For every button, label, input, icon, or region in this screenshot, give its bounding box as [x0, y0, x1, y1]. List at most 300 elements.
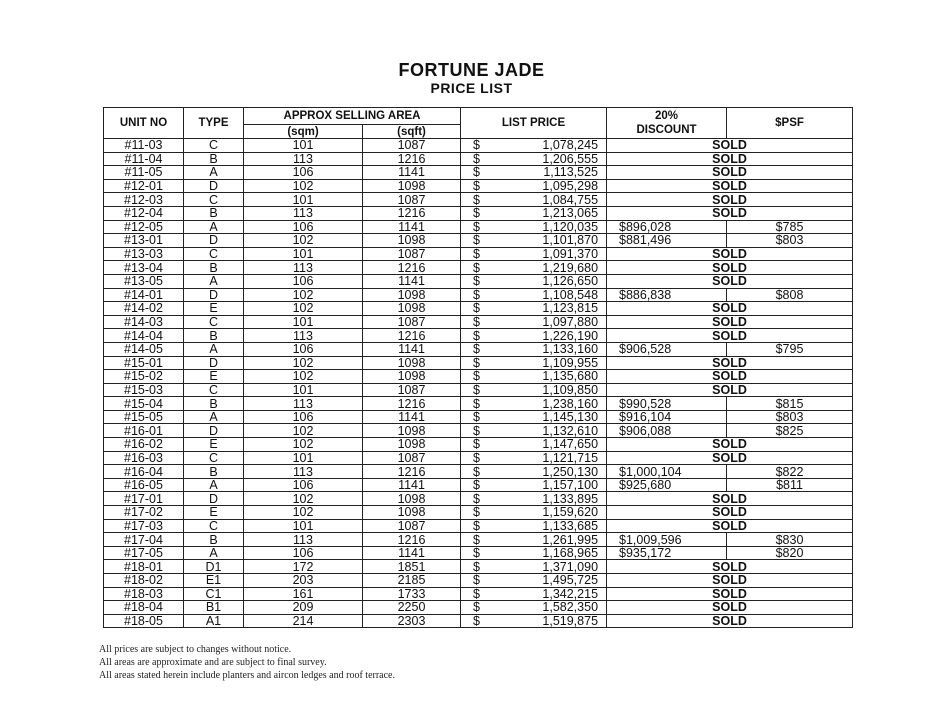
price-amount: 1,101,870: [542, 233, 599, 248]
table-row: [104, 587, 853, 601]
type-cell: C: [184, 247, 244, 261]
table-row: [104, 492, 853, 506]
table-row: [104, 261, 853, 275]
type-cell: D: [184, 234, 244, 248]
sold-status: SOLD: [607, 451, 853, 465]
table-row: [104, 274, 853, 288]
list-price-cell: [461, 560, 607, 574]
price-amount: 1,519,875: [542, 614, 599, 628]
type-cell: A: [184, 274, 244, 288]
psf-cell: $803: [727, 410, 853, 424]
unit-no-cell: #15-05: [104, 410, 184, 424]
sqft-cell: 1216: [363, 465, 461, 479]
sqft-cell: 1141: [363, 166, 461, 180]
unit-no-cell: #18-02: [104, 574, 184, 588]
unit-no-cell: #11-03: [104, 139, 184, 153]
price-amount: 1,145,130: [542, 410, 599, 424]
currency-symbol: $: [473, 451, 480, 465]
price-amount: 1,168,965: [542, 546, 599, 560]
list-price-cell: [461, 397, 607, 411]
price-amount: 1,121,715: [542, 451, 599, 465]
table-row: [104, 329, 853, 343]
table-row: [104, 383, 853, 397]
sqft-cell: 1098: [363, 492, 461, 506]
table-row: [104, 342, 853, 356]
sqm-cell: 102: [244, 288, 363, 302]
price-amount: 1,226,190: [542, 328, 599, 343]
sqm-cell: 102: [244, 302, 363, 316]
type-cell: B: [184, 329, 244, 343]
sqm-cell: 161: [244, 587, 363, 601]
list-price-cell: [461, 519, 607, 533]
unit-no-cell: #11-04: [104, 152, 184, 166]
sqm-cell: 113: [244, 465, 363, 479]
sqm-cell: 209: [244, 601, 363, 615]
sqm-cell: 106: [244, 274, 363, 288]
sqm-cell: 102: [244, 179, 363, 193]
table-row: [104, 410, 853, 424]
type-cell: A: [184, 342, 244, 356]
list-price-cell: [461, 465, 607, 479]
list-price-cell: [461, 546, 607, 560]
price-amount: 1,495,725: [542, 573, 599, 588]
discount-price-cell: $896,028: [607, 220, 727, 234]
currency-symbol: $: [473, 573, 480, 588]
unit-no-cell: #13-03: [104, 247, 184, 261]
discount-price-cell: $935,172: [607, 546, 727, 560]
price-amount: 1,371,090: [542, 559, 599, 574]
header-unit-no: UNIT NO: [104, 108, 184, 139]
type-cell: E: [184, 506, 244, 520]
sqft-cell: 1087: [363, 383, 461, 397]
sqft-cell: 1098: [363, 356, 461, 370]
list-price-cell: [461, 179, 607, 193]
sqm-cell: 113: [244, 261, 363, 275]
price-amount: 1,109,955: [542, 356, 599, 370]
sqm-cell: 101: [244, 383, 363, 397]
sold-status: SOLD: [607, 356, 853, 370]
type-cell: A: [184, 410, 244, 424]
table-row: [104, 506, 853, 520]
price-amount: 1,095,298: [542, 179, 599, 193]
price-amount: 1,084,755: [542, 192, 599, 207]
currency-symbol: $: [473, 478, 480, 492]
list-price-cell: [461, 370, 607, 384]
table-row: [104, 546, 853, 560]
psf-cell: $815: [727, 397, 853, 411]
header-psf: $PSF: [727, 108, 853, 139]
list-price-cell: [461, 152, 607, 166]
sold-status: SOLD: [607, 152, 853, 166]
list-price-cell: [461, 533, 607, 547]
type-cell: B: [184, 533, 244, 547]
psf-cell: $795: [727, 342, 853, 356]
sold-status: SOLD: [607, 274, 853, 288]
list-price-cell: [461, 329, 607, 343]
sold-status: SOLD: [607, 179, 853, 193]
price-amount: 1,108,548: [542, 288, 599, 302]
sold-status: SOLD: [607, 261, 853, 275]
type-cell: B: [184, 465, 244, 479]
sqm-cell: 113: [244, 206, 363, 220]
table-row: [104, 288, 853, 302]
sold-status: SOLD: [607, 587, 853, 601]
type-cell: D: [184, 356, 244, 370]
unit-no-cell: #16-05: [104, 478, 184, 492]
sqm-cell: 102: [244, 234, 363, 248]
type-cell: D: [184, 424, 244, 438]
list-price-cell: [461, 220, 607, 234]
sqm-cell: 101: [244, 519, 363, 533]
sqft-cell: 1733: [363, 587, 461, 601]
sqft-cell: 2185: [363, 574, 461, 588]
footnote: All areas stated herein include planters and aircon ledges and roof terrace.: [99, 670, 395, 681]
type-cell: A: [184, 546, 244, 560]
sqm-cell: 101: [244, 139, 363, 153]
table-row: [104, 166, 853, 180]
currency-symbol: $: [473, 546, 480, 560]
table-row: [104, 152, 853, 166]
table-row: [104, 302, 853, 316]
unit-no-cell: #13-04: [104, 261, 184, 275]
unit-no-cell: #14-02: [104, 302, 184, 316]
currency-symbol: $: [473, 288, 480, 302]
sqm-cell: 113: [244, 329, 363, 343]
currency-symbol: $: [473, 315, 480, 329]
sqft-cell: 1851: [363, 560, 461, 574]
price-amount: 1,219,680: [542, 260, 599, 275]
sqft-cell: 1141: [363, 478, 461, 492]
page-subtitle: PRICE LIST: [430, 80, 513, 96]
sqm-cell: 172: [244, 560, 363, 574]
currency-symbol: $: [473, 179, 480, 193]
unit-no-cell: #17-04: [104, 533, 184, 547]
sqft-cell: 1216: [363, 533, 461, 547]
currency-symbol: $: [473, 614, 480, 628]
table-row: [104, 247, 853, 261]
list-price-cell: [461, 614, 607, 628]
price-amount: 1,206,555: [542, 152, 599, 166]
price-amount: 1,133,160: [542, 342, 599, 356]
table-row: [104, 614, 853, 628]
type-cell: E: [184, 370, 244, 384]
psf-cell: $808: [727, 288, 853, 302]
currency-symbol: $: [473, 220, 480, 234]
price-list-table: [103, 107, 853, 628]
price-amount: 1,133,895: [542, 491, 599, 506]
footnote: All areas are approximate and are subject to final survey.: [99, 657, 327, 668]
currency-symbol: $: [473, 247, 480, 261]
price-amount: 1,120,035: [542, 220, 599, 234]
sqft-cell: 1216: [363, 261, 461, 275]
table-row: [104, 574, 853, 588]
list-price-cell: [461, 438, 607, 452]
unit-no-cell: #15-02: [104, 370, 184, 384]
table-row: [104, 370, 853, 384]
table-row: [104, 519, 853, 533]
currency-symbol: $: [473, 600, 480, 615]
currency-symbol: $: [473, 152, 480, 166]
type-cell: C: [184, 451, 244, 465]
price-amount: 1,113,525: [543, 165, 599, 180]
currency-symbol: $: [473, 587, 480, 601]
table-row: [104, 179, 853, 193]
table-row: [104, 560, 853, 574]
price-amount: 1,147,650: [542, 437, 599, 452]
currency-symbol: $: [473, 437, 480, 452]
sqft-cell: 1216: [363, 206, 461, 220]
table-row: [104, 234, 853, 248]
list-price-cell: [461, 601, 607, 615]
currency-symbol: $: [473, 206, 480, 221]
table-row: [104, 397, 853, 411]
sqft-cell: 1098: [363, 438, 461, 452]
psf-cell: $785: [727, 220, 853, 234]
sqm-cell: 106: [244, 410, 363, 424]
list-price-cell: [461, 302, 607, 316]
table-row: [104, 139, 853, 153]
table-body: [104, 139, 853, 628]
header-sqft: (sqft): [363, 125, 461, 139]
currency-symbol: $: [473, 260, 480, 275]
currency-symbol: $: [473, 328, 480, 343]
unit-no-cell: #13-01: [104, 234, 184, 248]
table-row: [104, 601, 853, 615]
unit-no-cell: #16-04: [104, 465, 184, 479]
sold-status: SOLD: [607, 193, 853, 207]
unit-no-cell: #18-05: [104, 614, 184, 628]
type-cell: D: [184, 288, 244, 302]
discount-price-cell: $906,088: [607, 424, 727, 438]
list-price-cell: [461, 274, 607, 288]
list-price-cell: [461, 356, 607, 370]
price-amount: 1,078,245: [542, 138, 599, 153]
price-amount: 1,097,880: [542, 315, 599, 329]
header-type: TYPE: [184, 108, 244, 139]
currency-symbol: $: [473, 559, 480, 574]
sold-status: SOLD: [607, 139, 853, 153]
list-price-cell: [461, 342, 607, 356]
sqm-cell: 102: [244, 356, 363, 370]
type-cell: E: [184, 302, 244, 316]
unit-no-cell: #15-01: [104, 356, 184, 370]
table-header: [104, 108, 853, 139]
price-amount: 1,133,685: [542, 519, 599, 533]
discount-price-cell: $886,838: [607, 288, 727, 302]
list-price-cell: [461, 587, 607, 601]
psf-cell: $830: [727, 533, 853, 547]
type-cell: B: [184, 206, 244, 220]
psf-cell: $822: [727, 465, 853, 479]
price-amount: 1,132,610: [542, 423, 599, 438]
discount-price-cell: $916,104: [607, 410, 727, 424]
sqm-cell: 203: [244, 574, 363, 588]
type-cell: C1: [184, 587, 244, 601]
list-price-cell: [461, 574, 607, 588]
currency-symbol: $: [473, 491, 480, 506]
discount-price-cell: $1,009,596: [607, 533, 727, 547]
list-price-cell: [461, 315, 607, 329]
price-amount: 1,109,850: [542, 383, 599, 397]
list-price-cell: [461, 492, 607, 506]
footnote: All prices are subject to changes without notice.: [99, 644, 292, 655]
price-amount: 1,261,995: [542, 532, 599, 547]
unit-no-cell: #17-03: [104, 519, 184, 533]
discount-price-cell: $925,680: [607, 478, 727, 492]
header-sqm: (sqm): [244, 125, 363, 139]
unit-no-cell: #16-01: [104, 424, 184, 438]
list-price-cell: [461, 506, 607, 520]
price-amount: 1,126,650: [542, 274, 599, 289]
sqm-cell: 101: [244, 451, 363, 465]
type-cell: C: [184, 139, 244, 153]
sqft-cell: 1216: [363, 152, 461, 166]
type-cell: B: [184, 152, 244, 166]
list-price-cell: [461, 193, 607, 207]
table-row: [104, 356, 853, 370]
type-cell: A: [184, 220, 244, 234]
header-discount-label: DISCOUNT: [636, 124, 697, 136]
unit-no-cell: #17-01: [104, 492, 184, 506]
price-amount: 1,091,370: [542, 247, 599, 261]
sold-status: SOLD: [607, 492, 853, 506]
sqm-cell: 106: [244, 478, 363, 492]
currency-symbol: $: [473, 505, 480, 520]
sqft-cell: 1098: [363, 179, 461, 193]
price-amount: 1,250,130: [542, 464, 599, 479]
list-price-cell: [461, 206, 607, 220]
table-row: [104, 193, 853, 207]
sqft-cell: 1141: [363, 220, 461, 234]
footnotes: [99, 643, 395, 682]
type-cell: A1: [184, 614, 244, 628]
sqft-cell: 1141: [363, 342, 461, 356]
currency-symbol: $: [473, 423, 480, 438]
unit-no-cell: #12-04: [104, 206, 184, 220]
sqft-cell: 1098: [363, 506, 461, 520]
sold-status: SOLD: [607, 506, 853, 520]
list-price-cell: [461, 261, 607, 275]
sqm-cell: 113: [244, 152, 363, 166]
header-area: APPROX SELLING AREA: [244, 108, 461, 125]
list-price-cell: [461, 410, 607, 424]
unit-no-cell: #11-05: [104, 166, 184, 180]
unit-no-cell: #14-05: [104, 342, 184, 356]
type-cell: B: [184, 397, 244, 411]
discount-price-cell: $990,528: [607, 397, 727, 411]
currency-symbol: $: [473, 192, 480, 207]
sqft-cell: 1098: [363, 234, 461, 248]
unit-no-cell: #12-05: [104, 220, 184, 234]
sold-status: SOLD: [607, 383, 853, 397]
sqft-cell: 1141: [363, 274, 461, 288]
type-cell: C: [184, 193, 244, 207]
unit-no-cell: #12-03: [104, 193, 184, 207]
type-cell: E1: [184, 574, 244, 588]
psf-cell: $803: [727, 234, 853, 248]
currency-symbol: $: [473, 342, 480, 356]
type-cell: A: [184, 478, 244, 492]
price-amount: 1,342,215: [542, 587, 599, 601]
header-list-price: LIST PRICE: [461, 108, 607, 139]
price-amount: 1,159,620: [542, 505, 599, 520]
sold-status: SOLD: [607, 329, 853, 343]
sqm-cell: 101: [244, 315, 363, 329]
sqm-cell: 102: [244, 370, 363, 384]
sqft-cell: 1087: [363, 451, 461, 465]
unit-no-cell: #17-05: [104, 546, 184, 560]
list-price-cell: [461, 424, 607, 438]
sold-status: SOLD: [607, 302, 853, 316]
sqft-cell: 1098: [363, 288, 461, 302]
price-amount: 1,238,160: [542, 396, 599, 411]
price-amount: 1,157,100: [542, 478, 599, 492]
sqm-cell: 113: [244, 533, 363, 547]
sqft-cell: 2303: [363, 614, 461, 628]
table-row: [104, 206, 853, 220]
currency-symbol: $: [473, 356, 480, 370]
sqm-cell: 101: [244, 247, 363, 261]
header-discount-pct: 20%: [655, 110, 679, 122]
unit-no-cell: #14-03: [104, 315, 184, 329]
sqm-cell: 102: [244, 424, 363, 438]
sqm-cell: 113: [244, 397, 363, 411]
list-price-cell: [461, 451, 607, 465]
list-price-cell: [461, 247, 607, 261]
price-amount: 1,213,065: [542, 206, 599, 221]
type-cell: D1: [184, 560, 244, 574]
table-row: [104, 438, 853, 452]
price-amount: 1,123,815: [542, 301, 599, 316]
table-row: [104, 451, 853, 465]
type-cell: C: [184, 315, 244, 329]
table-row: [104, 315, 853, 329]
currency-symbol: $: [473, 233, 480, 248]
currency-symbol: $: [473, 519, 480, 533]
sold-status: SOLD: [607, 614, 853, 628]
discount-price-cell: $906,528: [607, 342, 727, 356]
unit-no-cell: #18-01: [104, 560, 184, 574]
sqft-cell: 1098: [363, 302, 461, 316]
sold-status: SOLD: [607, 315, 853, 329]
sqft-cell: 1087: [363, 247, 461, 261]
sqm-cell: 102: [244, 492, 363, 506]
unit-no-cell: #14-04: [104, 329, 184, 343]
list-price-cell: [461, 166, 607, 180]
unit-no-cell: #15-03: [104, 383, 184, 397]
unit-no-cell: #16-02: [104, 438, 184, 452]
unit-no-cell: #12-01: [104, 179, 184, 193]
sold-status: SOLD: [607, 206, 853, 220]
currency-symbol: $: [473, 383, 480, 397]
unit-no-cell: #16-03: [104, 451, 184, 465]
sqft-cell: 1087: [363, 315, 461, 329]
sold-status: SOLD: [607, 247, 853, 261]
table-row: [104, 533, 853, 547]
currency-symbol: $: [473, 410, 480, 424]
unit-no-cell: #15-04: [104, 397, 184, 411]
sqft-cell: 2250: [363, 601, 461, 615]
sqm-cell: 101: [244, 193, 363, 207]
sqft-cell: 1098: [363, 370, 461, 384]
sold-status: SOLD: [607, 601, 853, 615]
list-price-cell: [461, 288, 607, 302]
price-amount: 1,135,680: [542, 369, 599, 384]
list-price-cell: [461, 383, 607, 397]
sold-status: SOLD: [607, 370, 853, 384]
table-row: [104, 424, 853, 438]
sold-status: SOLD: [607, 574, 853, 588]
